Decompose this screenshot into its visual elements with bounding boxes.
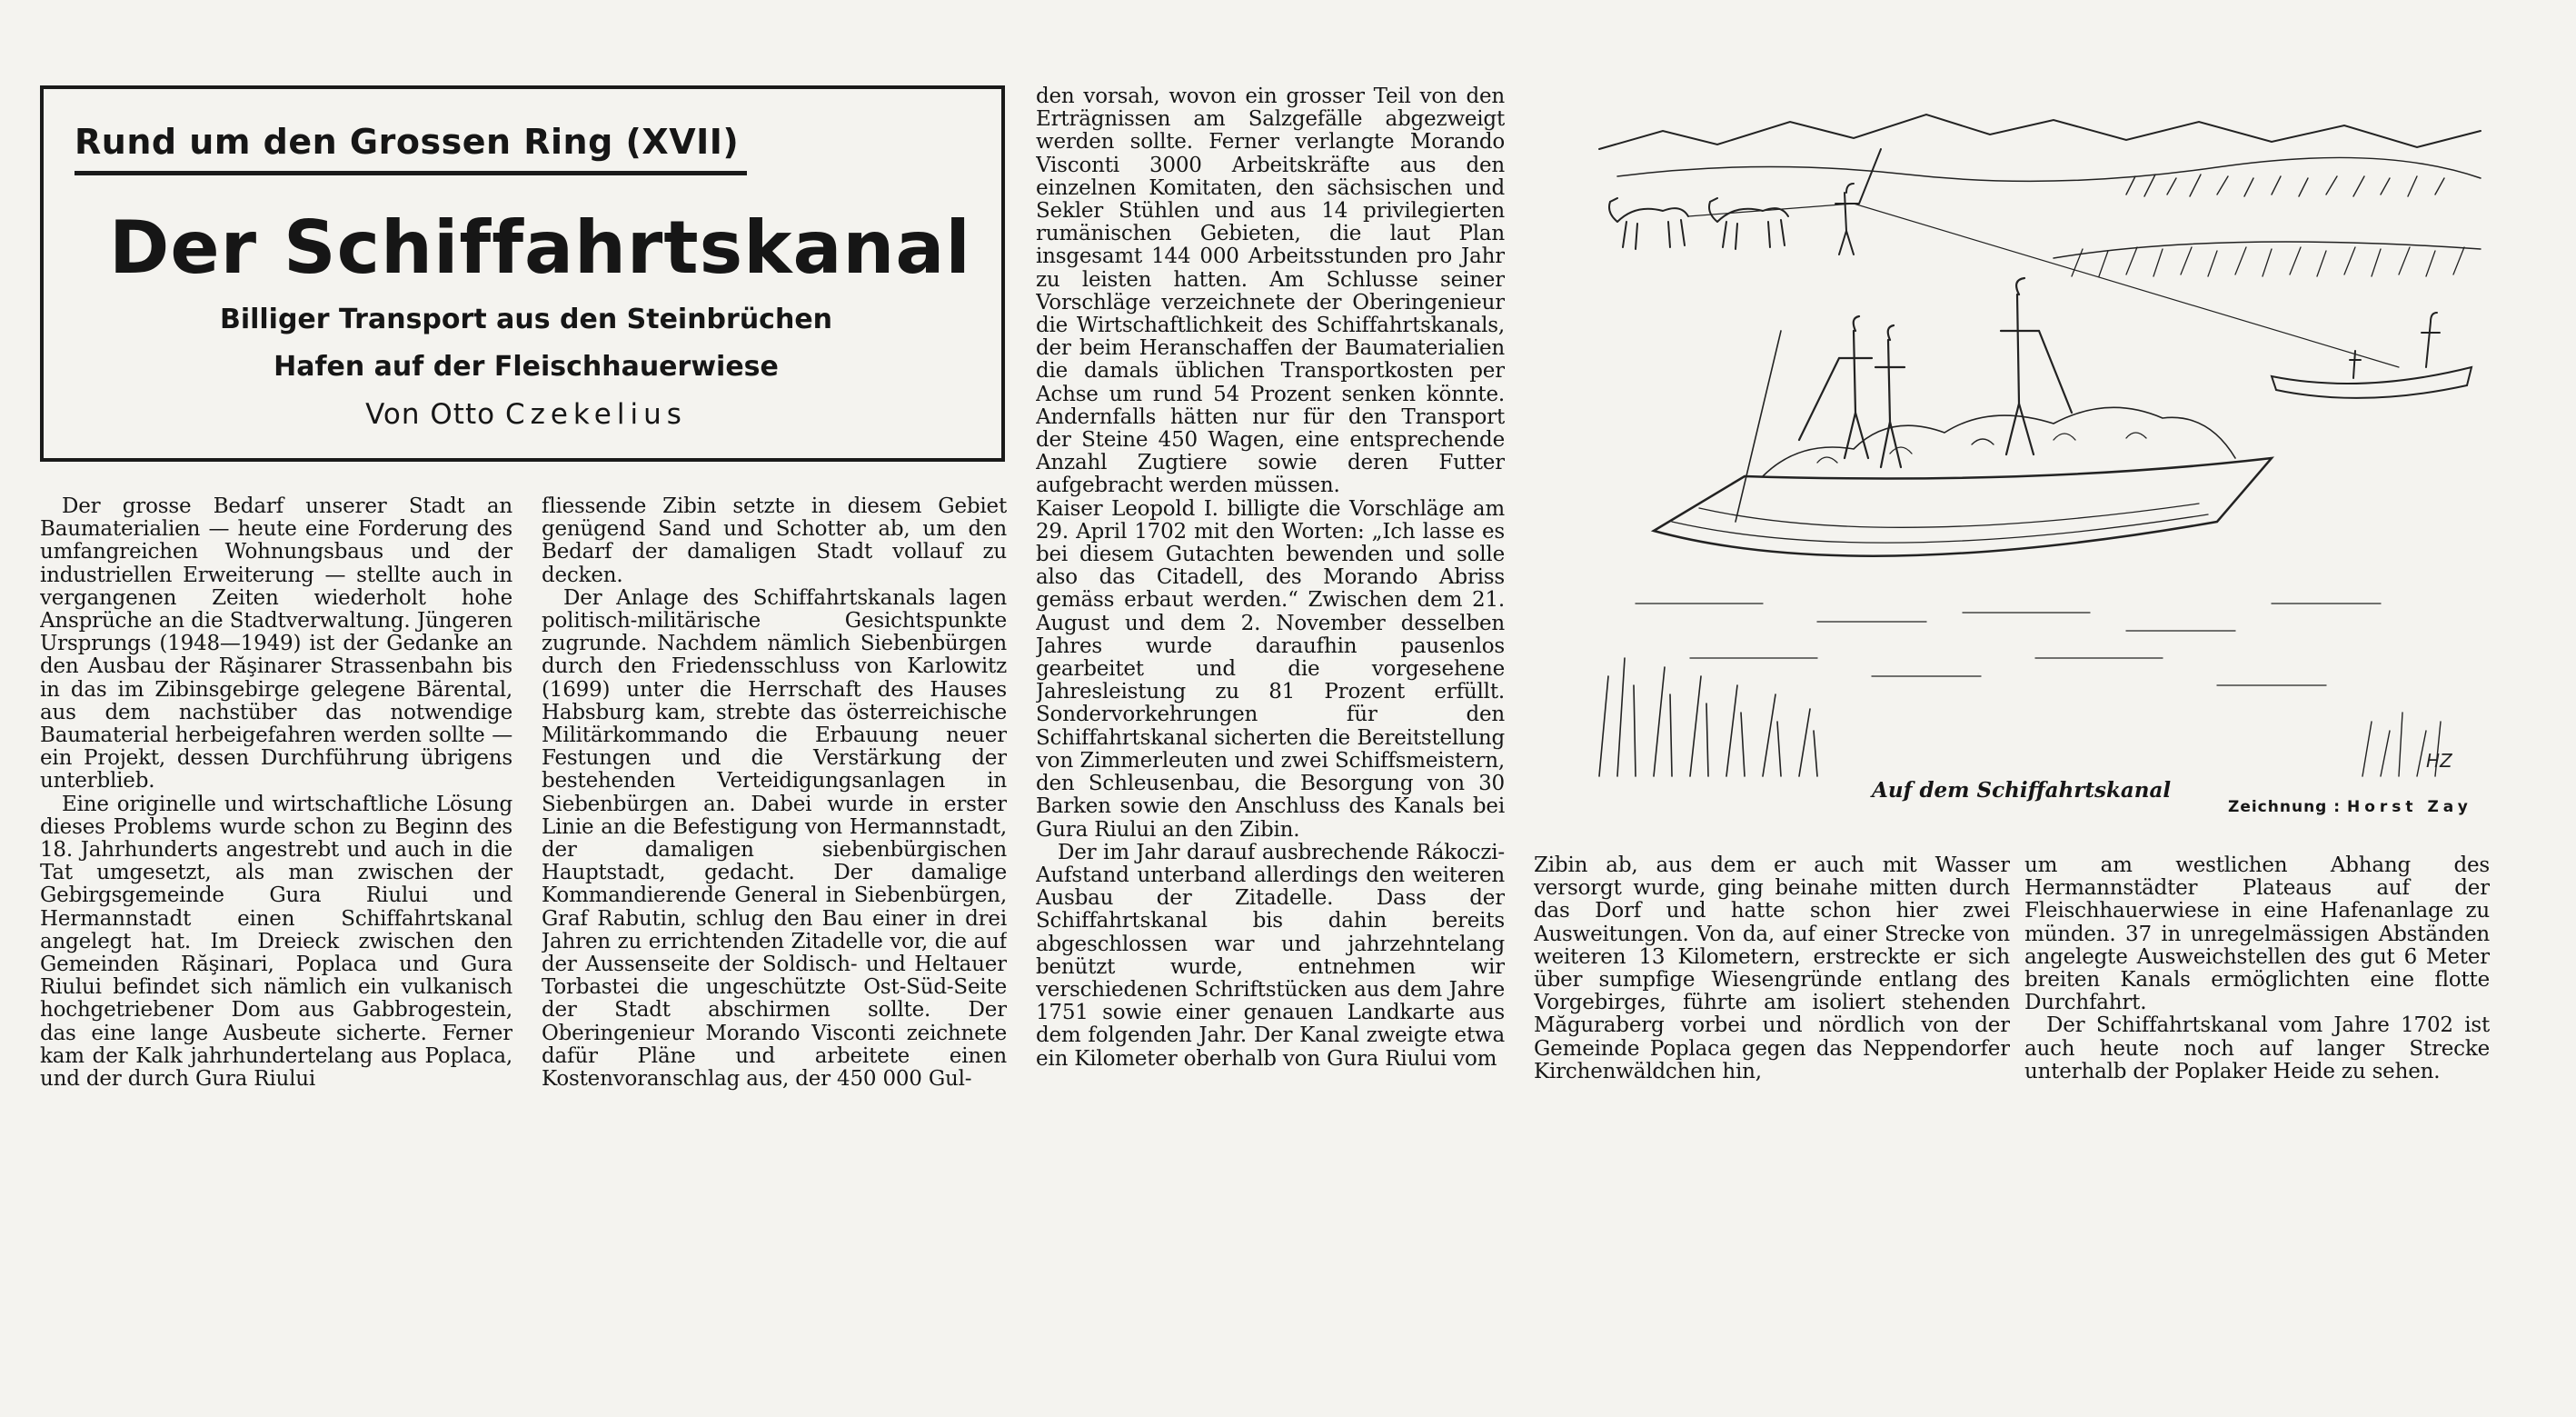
credit-prefix: Zeichnung : xyxy=(2228,798,2342,816)
paragraph: um am westlichen Abhang des Hermannstädter Plateaus auf der Fleischhauerwiese in eine Hafenanlage zu münden. 37 in unregelmässigen Abständen angelegte Ausweichstellen des gut 6 Meter breiten Kanals ermöglichten eine flotte Durchfahrt. xyxy=(2024,854,2490,1015)
illustration-caption: Auf dem Schiffahrtskanal xyxy=(1872,778,2172,803)
paragraph: den vorsah, wovon ein grosser Teil von den Erträgnissen am Salzgefälle abgezweigt werden sollte. Ferner verlangte Morando Visconti 3000 Arbeitskräfte aus den einzelnen Komitaten, den sächsischen und Sekler Stühlen und aus 14 privilegierten rumänischen Gebieten, die laut Plan insgesamt 144 000 Arbeitsstunden pro Jahr zu leisten hatten. Am Schlusse seiner Vorschläge verzeichnete der Oberingenieur die Wirtschaftlichkeit des Schiffahrtskanals, der beim Heranschaffen der Baumaterialien die damals üblichen Transportkosten per Achse um rund 54 Prozent senken könnte. Andernfalls hätten nur für den Transport der Steine 450 Wagen, eine entsprechende Anzahl Zugtiere sowie deren Futter aufgebracht werden müssen. xyxy=(1036,85,1505,498)
subheadline-2: Hafen auf der Fleischhauerwiese xyxy=(274,351,779,383)
paragraph: Zibin ab, aus dem er auch mit Wasser versorgt wurde, ging beinahe mitten durch das Dorf und hatte schon hier zwei Ausweitungen. Von da, auf einer Strecke von weiteren 13 Kilometern, erstreckte er sich über sumpfige Wiesengründe entlang des Vorgebirges, führte am isoliert stehenden Măguraberg vorbei und nördlich von der Gemeinde Poplaca gegen das Neppendorfer Kirchenwäldchen hin, xyxy=(1534,854,2010,1083)
paragraph: Der Anlage des Schiffahrtskanals lagen politisch-militärische Gesichtspunkte zugrunde. Nachdem nämlich Siebenbürgen durch den Friedensschluss von Karlowitz (1699) unter die Herrschaft des Hauses Habsburg kam, strebte das österreichische Militärkommando die Erbauung neuer Festungen und die Verstärkung der bestehenden Verteidigungsanlagen in Siebenbürgen an. Dabei wurde in erster Linie an die Befestigung von Hermannstadt, der damaligen siebenbürgischen Hauptstadt, gedacht. Der damalige Kommandierende General in Siebenbürgen, Graf Rabutin, schlug den Bau einer in drei Jahren zu errichtenden Zitadelle vor, die auf der Aussenseite der Soldisch- und Heltauer Torbastei die ungeschützte Ost-Süd-Seite der Stadt abschirmen sollte. Der Oberingenieur Morando Visconti zeichnete dafür Pläne und arbeitete einen Kostenvoranschlag aus, der 450 000 Gul- xyxy=(542,585,1007,1092)
series-kicker: Rund um den Grossen Ring (XVII) xyxy=(75,122,747,175)
byline xyxy=(44,398,1009,431)
paragraph: fliessende Zibin setzte in diesem Gebiet genügend Sand und Schotter ab, um den Bedarf der damaligen Stadt vollauf zu decken. xyxy=(542,495,1007,587)
paragraph: Der Schiffahrtskanal vom Jahre 1702 ist auch heute noch auf langer Strecke unterhalb der Poplaker Heide zu sehen. xyxy=(2024,1013,2490,1083)
headline: Der Schiffahrtskanal xyxy=(109,205,971,290)
credit-name: Horst Zay xyxy=(2346,798,2472,816)
title-box xyxy=(40,85,1005,462)
illustration-credit xyxy=(2228,798,2472,816)
byline-author: Czekelius xyxy=(504,398,687,431)
canal-barge-drawing-icon xyxy=(1581,95,2490,785)
article-column-2 xyxy=(542,495,1007,1095)
article-column-1 xyxy=(40,495,512,1095)
article-column-5 xyxy=(2024,854,2490,1100)
byline-prefix: Von Otto xyxy=(365,398,496,431)
paragraph: Der grosse Bedarf unserer Stadt an Baumaterialien — heute eine Forderung des umfangreichen Wohnungsbaus und der industriellen Erweiterung — stellte auch in vergangenen Zeiten wiederholt hohe Ansprüche an die Stadtverwaltung. Jüngeren Ursprungs (1948—1949) ist der Gedanke an den Ausbau der Răşinarer Strassenbahn bis in das im Zibinsgebirge gelegene Bärental, aus dem nachstüber das notwendige Baumaterial herbeigefahren werden sollte — ein Projekt, dessen Durchführung übrigens unterblieb. xyxy=(40,495,512,793)
paragraph: Kaiser Leopold I. billigte die Vorschläge am 29. April 1702 mit den Worten: „Ich lasse es bei diesem Gutachten bewenden und solle also das Citadell, des Morando Abriss gemäss erbaut werden.“ Zwischen dem 21. August und dem 2. November desselben Jahres wurde daraufhin pausenlos gearbeitet und die vorgesehene Jahresleistung zu 81 Prozent erfüllt. Sondervorkehrungen für den Schiffahrtskanal sicherten die Bereitstellung von Zimmerleuten und zwei Schiffsmeistern, den Schleusenbau, die Besorgung von 30 Barken sowie den Anschluss des Kanals bei Gura Riului an den Zibin. xyxy=(1036,496,1505,842)
subheadline-1: Billiger Transport aus den Steinbrüchen xyxy=(219,304,833,335)
artist-signature: HZ xyxy=(2426,750,2452,772)
paragraph: Der im Jahr darauf ausbrechende Rákoczi-Aufstand unterband allerdings den weiteren Ausbau der Zitadelle. Dass der Schiffahrtskanal bis dahin bereits abgeschlossen war und jahrzehntelang benützt wurde, entnehmen wir verschiedenen Schriftstücken aus dem Jahre 1751 sowie einer genauen Landkarte aus dem folgenden Jahr. Der Kanal zweigte etwa ein Kilometer oberhalb von Gura Riului vom xyxy=(1036,840,1505,1071)
article-column-3 xyxy=(1036,85,1505,1096)
paragraph: Eine originelle und wirtschaftliche Lösung dieses Problems wurde schon zu Beginn des 18. Jahrhunderts angestrebt und auch in die Tat umgesetzt, als man zwischen der Gebirgsgemeinde Gura Riului und Hermannstadt einen Schiffahrtskanal angelegt hat. Im Dreieck zwischen den Gemeinden Răşinari, Poplaca und Gura Riului befindet sich nämlich ein vulkanisch hochgetriebener Dom aus Gabbrogestein, das eine lange Ausbeute sicherte. Ferner kam der Kalk jahrhundertelang aus Poplaca, und der durch Gura Riului xyxy=(40,792,512,1092)
article-column-4 xyxy=(1534,854,2010,1100)
